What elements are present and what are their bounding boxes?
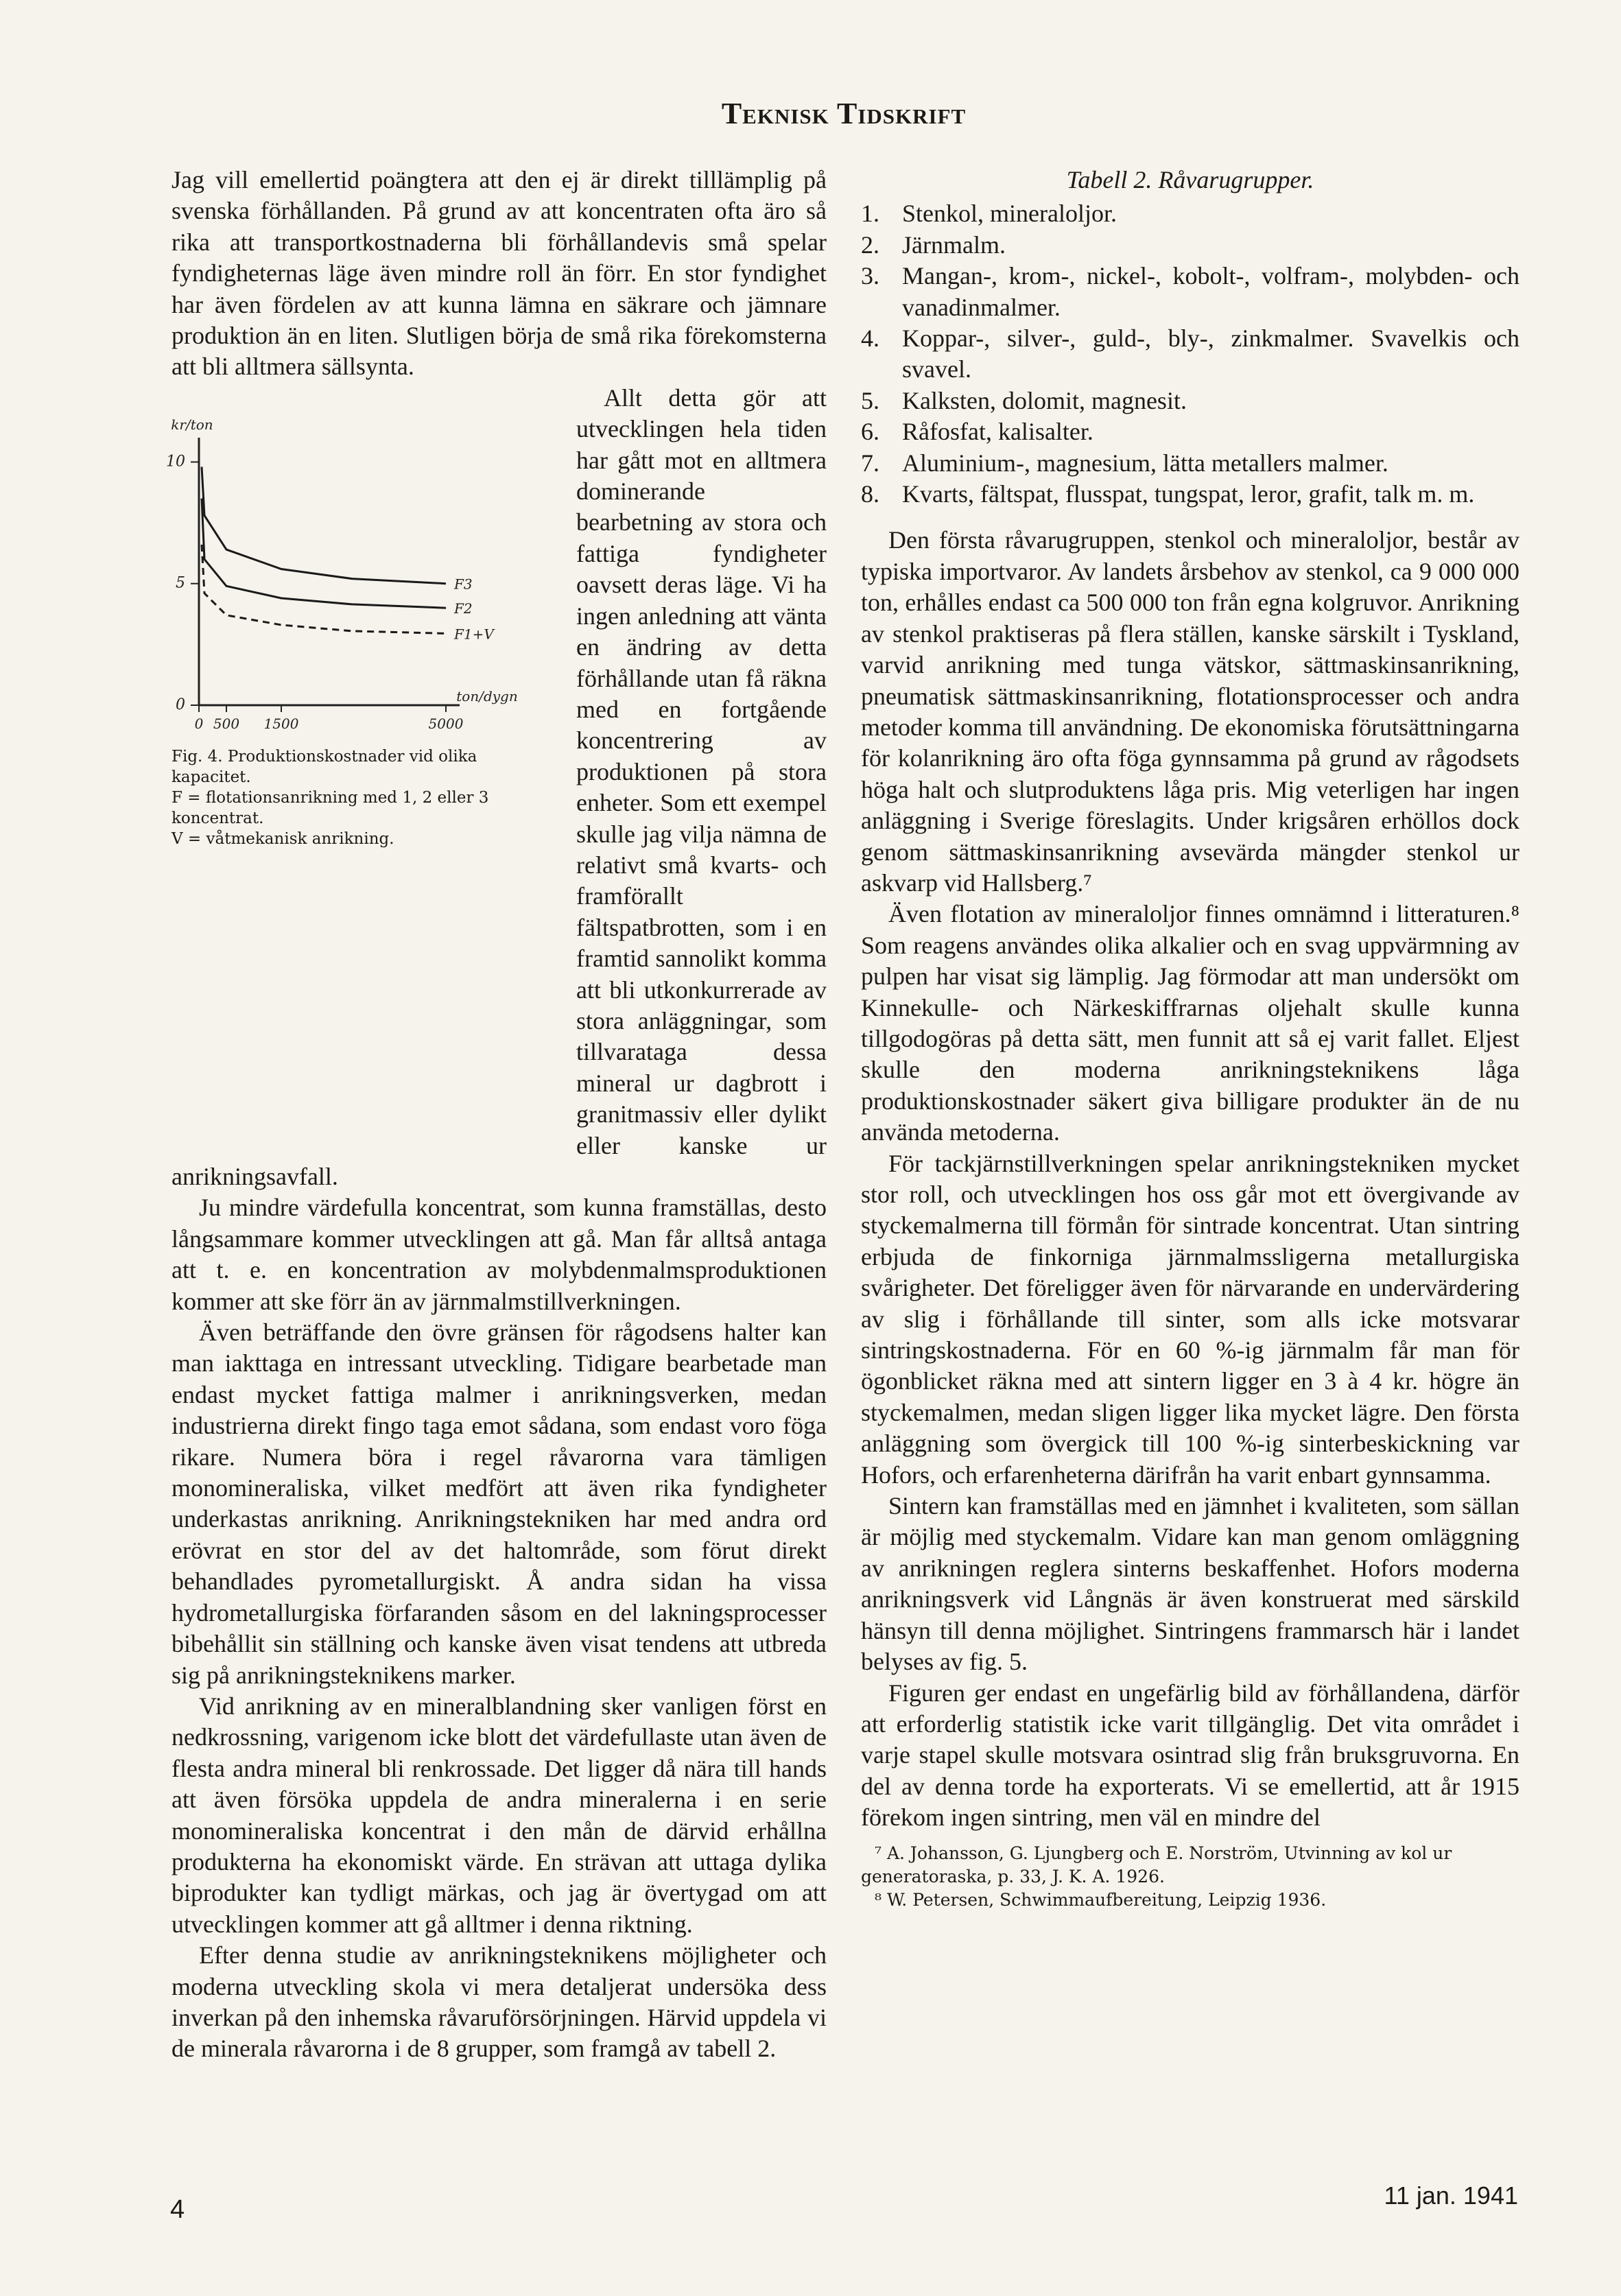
- page-number: 4: [170, 2195, 185, 2224]
- paragraph: Efter denna studie av anrikningsteknikens möjligheter och moderna utveckling skola vi mera detaljerat undersöka dess inverkan på den inhemska råvaruförsörjningen. Härvid uppdela vi de minerala råvarorna i de 8 grupper, som framgå av tabell 2.: [171, 1941, 827, 2063]
- y-tick-label: 5: [176, 574, 185, 592]
- production-cost-chart: [151, 403, 549, 760]
- paragraph: För tackjärnstillverkningen spelar anrikningstekniken mycket stor roll, och utvecklingen hos oss går mot ett övergivande av styckemalmerna till förmån för sintrade koncentrat. Utan sintring erbjuda de finkorniga järnmalmssligerna metallurgiska svårigheter. Det föreligger även för närvarande en undervärdering av slig i förhållande till sinter, som alls icke motsvarar sintringskostnaderna. För en 60 %-ig järnmalm får man för ögonblicket räkna med att sintern ligger en 3 à 4 kr. högre än styckemalmen, medan sligen ligger lika mycket lägre. Den första anläggning som övergick till 100 %-ig sinterbeskickning var Hofors, och erfarenheterna därifrån ha varit enbart gynnsamma.: [861, 1149, 1519, 1489]
- paragraph: Jag vill emellertid poängtera att den ej är direkt tilllämplig på svenska förhållanden. På grund av att koncentraten ofta äro så rika att transportkostnaderna bli förhållandevis små spelar fyndigheternas läge även mindre roll än förr. En stor fyndighet har även fördelen av att kunna lämna en säkrare och jämnare produktion än en liten. Slutligen börja de små rika förekomsterna att bli alltmera sällsynta.: [171, 166, 827, 381]
- y-axis-label: kr/ton: [171, 416, 213, 433]
- caption-flotation: F = flotationsanrikning med 1, 2 eller 3 koncentrat.: [171, 788, 489, 827]
- paragraph: Figuren ger endast en ungefärlig bild av förhållandena, därför att erforderlig statistik icke varit tillgänglig. Det vita området i varje stapel skulle motsvara osintrad slig från bruksgruvorna. En del av denna torde ha exporterats. Vi se emellertid, att år 1915 förekom ingen sintring, men väl en mindre del: [861, 1679, 1519, 1832]
- right-column: [861, 165, 1519, 1912]
- x-axis-label: ton/dygn: [456, 687, 518, 705]
- paragraph: Den första råvarugruppen, stenkol och mineraloljor, består av typiska importvaror. Av landets årsbehov av stenkol, ca 9 000 000 ton, erhålles endast ca 500 000 ton från egna kolgruvor. Anrikning av stenkol praktiseras på flera ställen, kanske särskilt i Tyskland, varvid anrikning med tunga vätskor, sättmaskinsanrikning, pneumatisk sättmaskinsanrikning, flotationsprocesser och andra metoder komma till användning. De ekonomiska förutsättningarna för kolanrikning äro ofta föga gynnsamma på grund av rågodsets höga halt och slutproduktens låga pris. Mig veterligen har ingen anläggning i Sverige föreslagits. Under krigsåren erhöllos dock genom sättmaskinsanrikning avsevärda mängder stenkol ur askvarp vid Hallsberg.⁷: [861, 526, 1519, 897]
- caption-wet-mechanical: V = våtmekanisk anrikning.: [171, 829, 394, 848]
- table-row-number: 2.: [861, 230, 879, 259]
- table-row-number: 1.: [861, 200, 879, 228]
- table-row-number: 6.: [861, 418, 879, 446]
- issue-date: 11 jan. 1941: [1384, 2181, 1518, 2210]
- figure-caption: [171, 746, 528, 849]
- table-row-number: 4.: [861, 324, 879, 353]
- table-row-number: 5.: [861, 386, 879, 414]
- table-row: [861, 386, 1519, 416]
- table-row-text: Aluminium-, magnesium, lätta metallers malmer.: [902, 449, 1388, 477]
- paragraph: Ju mindre värdefulla koncentrat, som kunna framställas, desto långsammare kommer utvecklingen att gå. Man får alltså antaga att t. e. en koncentration av molybdenmalmsproduktionen kommer att ske förr än av järnmalmstillverkningen.: [171, 1194, 827, 1315]
- x-tick-label: 5000: [428, 715, 464, 732]
- table-row-number: 7.: [861, 449, 879, 477]
- footnotes: [861, 1842, 1519, 1912]
- paragraph: Även beträffande den övre gränsen för rågodsens halter kan man iakttaga en intressant utveckling. Tidigare bearbetade man endast mycket fattiga malmer i anrikningsverken, medan industrierna direkt fingo taga emot sådana, som endast voro föga rikare. Numera böra i regel råvarorna vara tämligen monomineraliska, vilket medfört att även rika fyndigheter underkastas anrikning. Anrikningstekniken har med andra ord erövrat en stor del av det haltområde, som förut direkt behandlades pyrometallurgiskt. Å andra sidan ha vissa hydrometallurgiska förfaranden såsom en del lakningsprocesser bibehållit sin ställning och kanske även visat tendens att utbreda sig på anrikningsteknikens marker.: [171, 1318, 827, 1689]
- series-label: F1+V: [454, 626, 494, 643]
- table-row: [861, 448, 1519, 479]
- series-label: F3: [454, 576, 473, 593]
- table-row-number: 3.: [861, 262, 879, 290]
- table-row: [861, 261, 1519, 323]
- table-row: [861, 416, 1519, 447]
- caption-title: Fig. 4. Produktionskostnader vid olika kapacitet.: [171, 747, 477, 786]
- y-tick-label: 10: [166, 453, 185, 471]
- table-row: [861, 323, 1519, 386]
- table-row-text: Järnmalm.: [902, 230, 1006, 259]
- table-row-text: Koppar-, silver-, guld-, bly-, zinkmalmer. Svavelkis och svavel.: [902, 324, 1519, 383]
- y-tick-label: 0: [176, 696, 185, 713]
- paragraph: Även flotation av mineraloljor finnes omnämnd i litteraturen.⁸ Som reagens användes olika alkalier och en svag uppvärmning av pulpen har visat sig lämplig. Jag förmodar att man undersökt om Kinnekulle- och Närkeskiffrarnas oljehalt skulle kunna tillgodogöras på detta sätt, men funnit att så ej varit fallet. Eljest skulle den moderna anrikningsteknikens låga produktionskostnader säkert giva billigare produkter än de nu använda metoderna.: [861, 900, 1519, 1146]
- x-tick-label: 1500: [263, 715, 299, 732]
- footnote-7: ⁷ A. Johansson, G. Ljungberg och E. Norström, Utvinning av kol ur generatoraska, p. 33, J. K. A. 1926.: [861, 1843, 1452, 1886]
- table-row-number: 8.: [861, 480, 879, 508]
- table-row-text: Kalksten, dolomit, magnesit.: [902, 386, 1187, 414]
- left-column: [166, 165, 827, 2065]
- x-tick-label: 500: [213, 715, 240, 732]
- table-row-text: Stenkol, mineraloljor.: [902, 200, 1117, 228]
- table-row-text: Råfosfat, kalisalter.: [902, 418, 1093, 446]
- x-tick-label: 0: [194, 715, 204, 732]
- table-row: [861, 230, 1519, 261]
- paragraph: Sintern kan framställas med en jämnhet i kvaliteten, som sällan är möjlig med styckemalm. Vidare kan man genom omläggning av anrikningen reglera sinterns beskaffenhet. Hofors moderna anrikningsverk vid Långnäs är även konstruerat med särskild hänsyn till denna möjlighet. Sintringens frammarsch här i landet belyses av fig. 5.: [861, 1492, 1519, 1676]
- table-row: [861, 479, 1519, 510]
- footnote-8: ⁸ W. Petersen, Schwimmaufbereitung, Leipzig 1936.: [875, 1889, 1327, 1910]
- series-line-f3: [202, 466, 446, 583]
- table-row-text: Mangan-, krom-, nickel-, kobolt-, volfram-, molybden- och vanadinmalmer.: [902, 262, 1519, 321]
- figure-4: [166, 383, 556, 1151]
- series-label: F2: [454, 600, 473, 617]
- journal-masthead: Teknisk Tidskrift: [721, 97, 967, 130]
- table-title: Tabell 2. Råvarugrupper.: [1066, 166, 1314, 193]
- raw-material-table: [861, 198, 1519, 510]
- table-row-text: Kvarts, fältspat, flusspat, tungspat, leror, grafit, talk m. m.: [902, 480, 1475, 508]
- table-row: [861, 198, 1519, 229]
- paragraph: Allt detta gör att utvecklingen hela tiden har gått mot en alltmera dominerande bearbetning av stora och fattiga fyndigheter oavsett deras läge. Vi ha ingen anledning att vänta en ändring av detta förhållande utan få räkna med en fortgående koncentrering av produktionen på stora enheter. Som ett exempel skulle jag vilja nämna de relativt små kvarts- och framförallt fältspatbrotten, som i en framtid sannolikt komma att bli utkonkurrerade av stora anläggningar, som tillvarataga dessa mineral ur dagbrott i granitmassiv eller dylikt eller kanske ur anrikningsavfall.: [171, 383, 827, 1190]
- paragraph: Vid anrikning av en mineralblandning sker vanligen först en nedkrossning, varigenom icke blott det värdefullaste utan även de flesta andra mineral bli renkrossade. Det ligger då nära till hands att även försöka uppdela de andra mineralerna i en serie monomineraliska koncentrat i den mån de därvid erhållna produkterna ha ekonomiskt värde. En strävan att uttaga dylika biprodukter kan tydligt märkas, och jag är övertygad om att utvecklingen kommer att gå alltmer i denna riktning.: [171, 1692, 827, 1938]
